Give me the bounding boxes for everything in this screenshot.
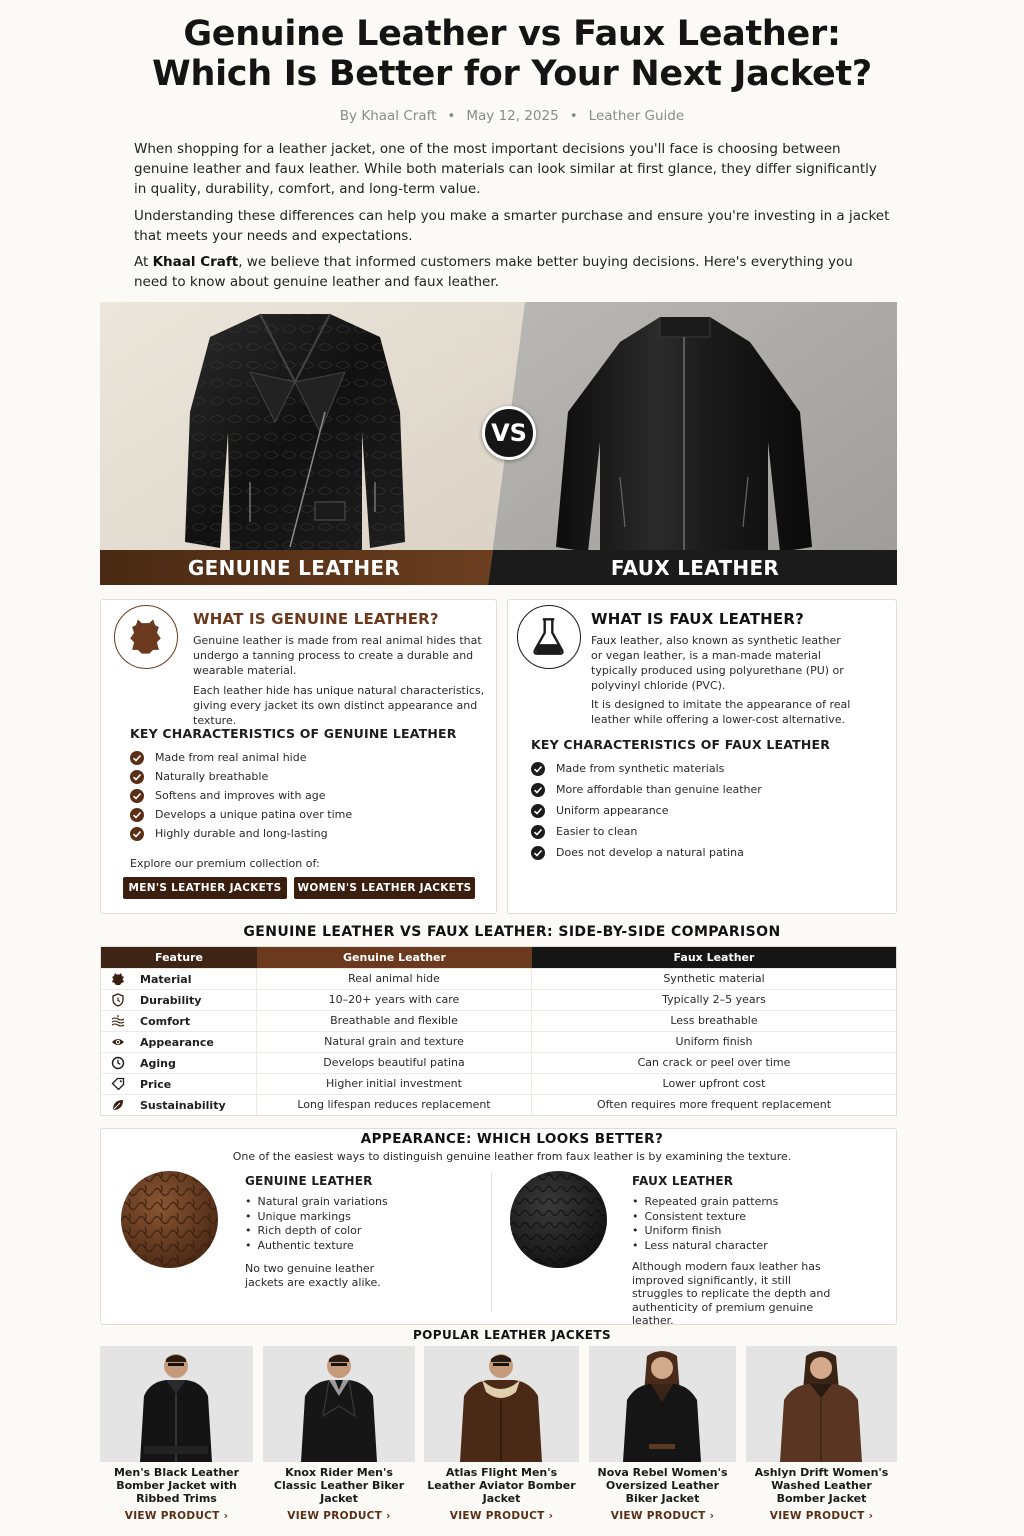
product-name-4[interactable]: Nova Rebel Women's Oversized Leather Biker Jacket: [597, 1466, 728, 1505]
comparison-heading: GENUINE LEATHER VS FAUX LEATHER: SIDE-BY-SIDE COMPARISON: [243, 924, 781, 940]
list-item: Does not develop a natural patina: [531, 846, 762, 867]
table-row: Sustainability Long lifespan reduces replacement Often requires more frequent replacement: [101, 1094, 896, 1115]
product-image-3[interactable]: [424, 1346, 579, 1462]
header-faux: Faux Leather: [532, 947, 896, 968]
hide-icon: [111, 972, 125, 986]
mens-leather-jackets-button[interactable]: MEN'S LEATHER JACKETS: [123, 877, 287, 899]
intro-paragraph-1: When shopping for a leather jacket, one of the most important decisions you'll face is choosing between genuine leather and faux leather. While both materials can look similar at first glance, they differ significantly in quality, durability, comfort, and long-term value.: [134, 141, 877, 197]
genuine-leather-swatch: [121, 1171, 218, 1268]
list-item: Softens and improves with age: [130, 789, 352, 808]
intro-paragraph-3: At Khaal Craft, we believe that informed customers make better buying decisions. Here's everything you need to know about genuine leather and faux leather.: [134, 254, 853, 290]
airflow-icon: [111, 1014, 125, 1028]
hero-label-genuine: GENUINE LEATHER: [187, 556, 401, 580]
product-image-2[interactable]: [263, 1346, 415, 1462]
list-item: More affordable than genuine leather: [531, 783, 762, 804]
table-row: Aging Develops beautiful patina Can crack or peel over time: [101, 1052, 896, 1073]
view-product-link-3[interactable]: VIEW PRODUCT ›: [449, 1510, 554, 1522]
appearance-subtitle: One of the easiest ways to distinguish genuine leather from faux leather is by examining the texture.: [232, 1150, 792, 1163]
product-name-2[interactable]: Knox Rider Men's Classic Leather Biker Jacket: [273, 1466, 405, 1505]
appearance-heading: APPEARANCE: WHICH LOOKS BETTER?: [360, 1131, 664, 1147]
view-product-link-5[interactable]: VIEW PRODUCT ›: [769, 1510, 874, 1522]
table-row: Appearance Natural grain and texture Uniform finish: [101, 1031, 896, 1052]
product-image-1[interactable]: [100, 1346, 253, 1462]
list-item: Highly durable and long-lasting: [130, 827, 352, 846]
faux-leather-swatch: [510, 1171, 607, 1268]
article-title: [0, 14, 1024, 94]
title-line-1: Genuine Leather vs Faux Leather:: [183, 14, 841, 54]
list-item: Made from real animal hide: [130, 751, 352, 770]
appearance-genuine-list: [245, 1195, 388, 1253]
list-item: • Rich depth of color: [245, 1224, 388, 1239]
list-item: • Repeated grain patterns: [632, 1195, 778, 1210]
product-image-4[interactable]: [589, 1346, 736, 1462]
explore-text: Explore our premium collection of:: [130, 857, 320, 870]
genuine-checklist: [130, 751, 352, 846]
list-item: Naturally breathable: [130, 770, 352, 789]
table-row: Material Real animal hide Synthetic material: [101, 968, 896, 989]
view-product-link-2[interactable]: VIEW PRODUCT ›: [287, 1510, 391, 1522]
list-item: • Less natural character: [632, 1239, 778, 1254]
genuine-card-heading: WHAT IS GENUINE LEATHER?: [193, 610, 439, 628]
hero-label-faux: FAUX LEATHER: [610, 556, 780, 580]
byline: By Khaal Craft • May 12, 2025 • Leather Guide: [339, 108, 685, 124]
faux-checklist: [531, 762, 762, 867]
list-item: Develops a unique patina over time: [130, 808, 352, 827]
faux-card-p1: Faux leather, also known as synthetic leather or vegan leather, is a man-made material typically produced using polyurethane (PU) or polyvinyl chloride (PVC).: [591, 634, 844, 692]
appearance-faux-heading: FAUX LEATHER: [632, 1174, 734, 1188]
appearance-faux-list: [632, 1195, 778, 1253]
publish-date: May 12, 2025: [466, 108, 559, 124]
leather-hide-icon: [114, 605, 178, 669]
header-feature: Feature: [101, 947, 257, 968]
vs-badge: VS: [482, 406, 536, 460]
flask-icon: [517, 605, 581, 669]
view-product-link-1[interactable]: VIEW PRODUCT ›: [124, 1510, 229, 1522]
list-item: Uniform appearance: [531, 804, 762, 825]
faux-key-heading: KEY CHARACTERISTICS OF FAUX LEATHER: [531, 737, 831, 752]
brand-name: Khaal Craft: [152, 254, 239, 270]
appearance-genuine-heading: GENUINE LEATHER: [245, 1174, 373, 1188]
clock-icon: [111, 1056, 125, 1070]
author[interactable]: By Khaal Craft: [339, 108, 437, 124]
eye-icon: [111, 1035, 125, 1049]
leaf-icon: [111, 1098, 125, 1112]
faux-card-p2: It is designed to imitate the appearance of real leather while offering a lower-cost alternative.: [591, 698, 851, 726]
product-name-1[interactable]: Men's Black Leather Bomber Jacket with Ribbed Trims: [113, 1466, 240, 1505]
price-tag-icon: [111, 1077, 125, 1091]
header-genuine: Genuine Leather: [257, 947, 532, 968]
list-item: • Consistent texture: [632, 1210, 778, 1225]
list-item: • Natural grain variations: [245, 1195, 388, 1210]
appearance-divider: [491, 1172, 492, 1312]
faux-card-heading: WHAT IS FAUX LEATHER?: [591, 610, 804, 628]
products-heading: POPULAR LEATHER JACKETS: [412, 1328, 611, 1342]
product-name-5[interactable]: Ashlyn Drift Women's Washed Leather Bomber Jacket: [754, 1466, 889, 1505]
table-row: Durability 10–20+ years with care Typically 2–5 years: [101, 989, 896, 1010]
list-item: • Unique markings: [245, 1210, 388, 1225]
list-item: Easier to clean: [531, 825, 762, 846]
list-item: Made from synthetic materials: [531, 762, 762, 783]
product-image-5[interactable]: [746, 1346, 897, 1462]
shield-clock-icon: [111, 993, 125, 1007]
table-row: Comfort Breathable and flexible Less breathable: [101, 1010, 896, 1031]
product-name-3[interactable]: Atlas Flight Men's Leather Aviator Bomber Jacket: [427, 1466, 576, 1505]
genuine-card-p2: Each leather hide has unique natural characteristics, giving every jacket its own distinct appearance and texture.: [193, 684, 485, 727]
appearance-genuine-note: No two genuine leather jackets are exactly alike.: [245, 1262, 381, 1289]
genuine-key-heading: KEY CHARACTERISTICS OF GENUINE LEATHER: [130, 726, 457, 741]
table-header: [101, 947, 896, 968]
womens-leather-jackets-button[interactable]: WOMEN'S LEATHER JACKETS: [294, 877, 475, 899]
title-line-2: Which Is Better for Your Next Jacket?: [152, 54, 872, 94]
list-item: • Uniform finish: [632, 1224, 778, 1239]
comparison-table: [100, 946, 897, 1116]
intro-paragraph-2: Understanding these differences can help you make a smarter purchase and ensure you're investing in a jacket that meets your needs and expectations.: [134, 208, 890, 244]
appearance-faux-note: Although modern faux leather has improved significantly, it still struggles to replicate the depth and authenticity of premium genuine leather.: [632, 1260, 831, 1327]
table-row: Price Higher initial investment Lower upfront cost: [101, 1073, 896, 1094]
view-product-link-4[interactable]: VIEW PRODUCT ›: [610, 1510, 715, 1522]
category-link[interactable]: Leather Guide: [588, 108, 685, 124]
list-item: • Authentic texture: [245, 1239, 388, 1254]
genuine-card-p1: Genuine leather is made from real animal hides that undergo a tanning process to create a durable and wearable material.: [193, 634, 482, 677]
